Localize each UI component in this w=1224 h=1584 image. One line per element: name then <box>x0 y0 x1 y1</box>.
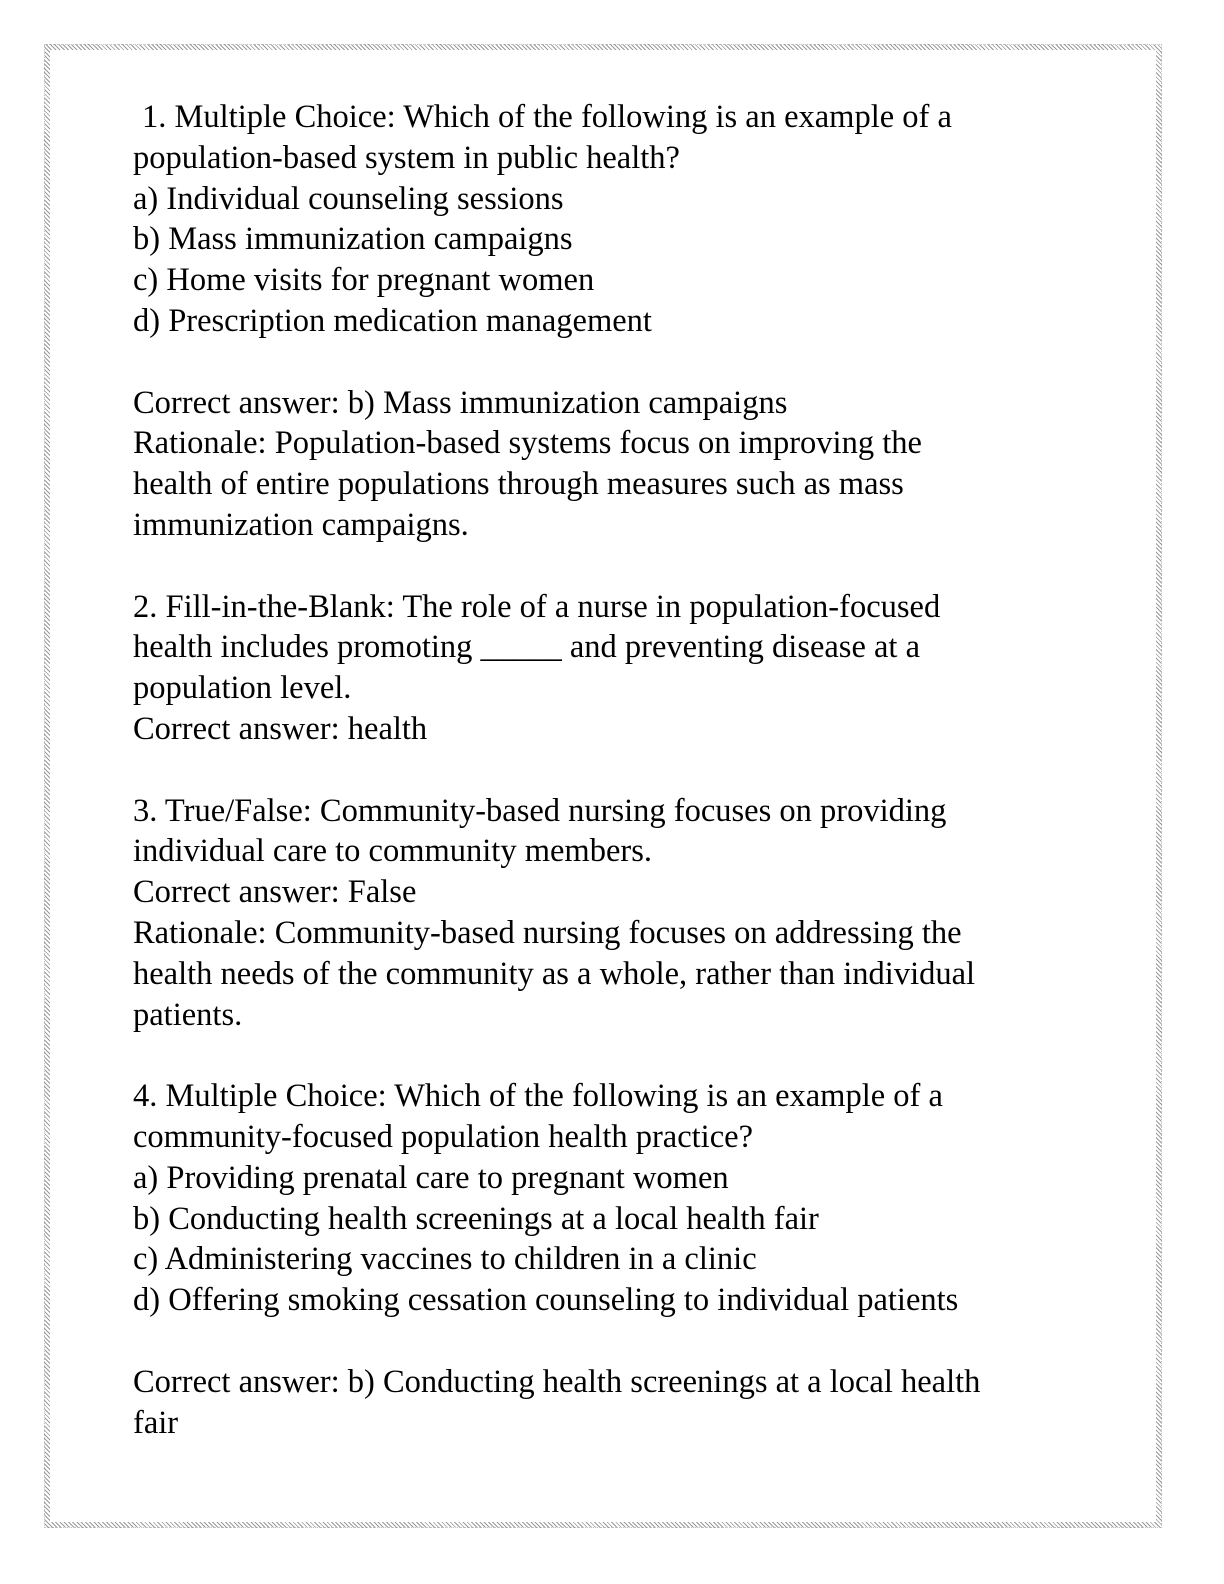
question-1-option-c: c) Home visits for pregnant women <box>133 262 595 299</box>
question-1-rationale-line-2: health of entire populations through measures such as mass <box>133 466 904 503</box>
question-4-option-b: b) Conducting health screenings at a local health fair <box>133 1200 819 1237</box>
question-1-option-a: a) Individual counseling sessions <box>133 180 564 217</box>
spacer <box>133 342 1093 383</box>
question-1-rationale-line-1: Rationale: Population-based systems focus on improving the <box>133 425 922 462</box>
question-4-option-a: a) Providing prenatal care to pregnant women <box>133 1159 729 1196</box>
question-2 <box>133 587 1093 750</box>
question-3-rationale-line-3: patients. <box>133 996 243 1033</box>
question-2-correct-answer: Correct answer: health <box>133 710 428 747</box>
question-1-prompt-line-2: population-based system in public health? <box>133 139 680 176</box>
question-2-prompt-line-3: population level. <box>133 670 352 707</box>
question-1-prompt-line-1: 1. Multiple Choice: Which of the following is an example of a <box>142 99 952 135</box>
question-3-correct-answer: Correct answer: False <box>133 874 417 911</box>
question-1-rationale-line-3: immunization campaigns. <box>133 506 469 543</box>
question-4-prompt-line-2: community-focused population health practice? <box>133 1118 753 1155</box>
spacer <box>133 546 1093 587</box>
question-1-option-b: b) Mass immunization campaigns <box>133 221 573 258</box>
spacer <box>133 750 1093 791</box>
question-4-correct-answer-line-1: Correct answer: b) Conducting health screenings at a local health <box>133 1363 981 1400</box>
question-3-prompt-line-1: 3. True/False: Community-based nursing focuses on providing <box>133 792 947 829</box>
question-4 <box>133 1076 1093 1321</box>
document-body <box>133 97 1093 1443</box>
question-2-prompt-line-1: 2. Fill-in-the-Blank: The role of a nurse in population-focused <box>133 588 941 625</box>
question-1-option-d: d) Prescription medication management <box>133 302 652 339</box>
question-4-option-c: c) Administering vaccines to children in a clinic <box>133 1241 757 1278</box>
question-4-answer-section <box>133 1362 1093 1444</box>
spacer <box>133 1035 1093 1076</box>
question-1-answer-section <box>133 383 1093 546</box>
question-1-correct-answer: Correct answer: b) Mass immunization campaigns <box>133 384 788 421</box>
question-3-rationale-line-2: health needs of the community as a whole, rather than individual <box>133 955 976 992</box>
spacer <box>133 1321 1093 1362</box>
question-3 <box>133 791 1093 1036</box>
question-3-rationale-line-1: Rationale: Community-based nursing focuses on addressing the <box>133 914 962 951</box>
question-4-prompt-line-1: 4. Multiple Choice: Which of the following is an example of a <box>133 1078 943 1115</box>
question-4-option-d: d) Offering smoking cessation counseling to individual patients <box>133 1282 959 1319</box>
question-2-prompt-line-2: health includes promoting _____ and preventing disease at a <box>133 629 921 666</box>
question-3-prompt-line-2: individual care to community members. <box>133 833 652 870</box>
question-1 <box>133 97 1093 342</box>
question-4-correct-answer-line-2: fair <box>133 1404 179 1441</box>
